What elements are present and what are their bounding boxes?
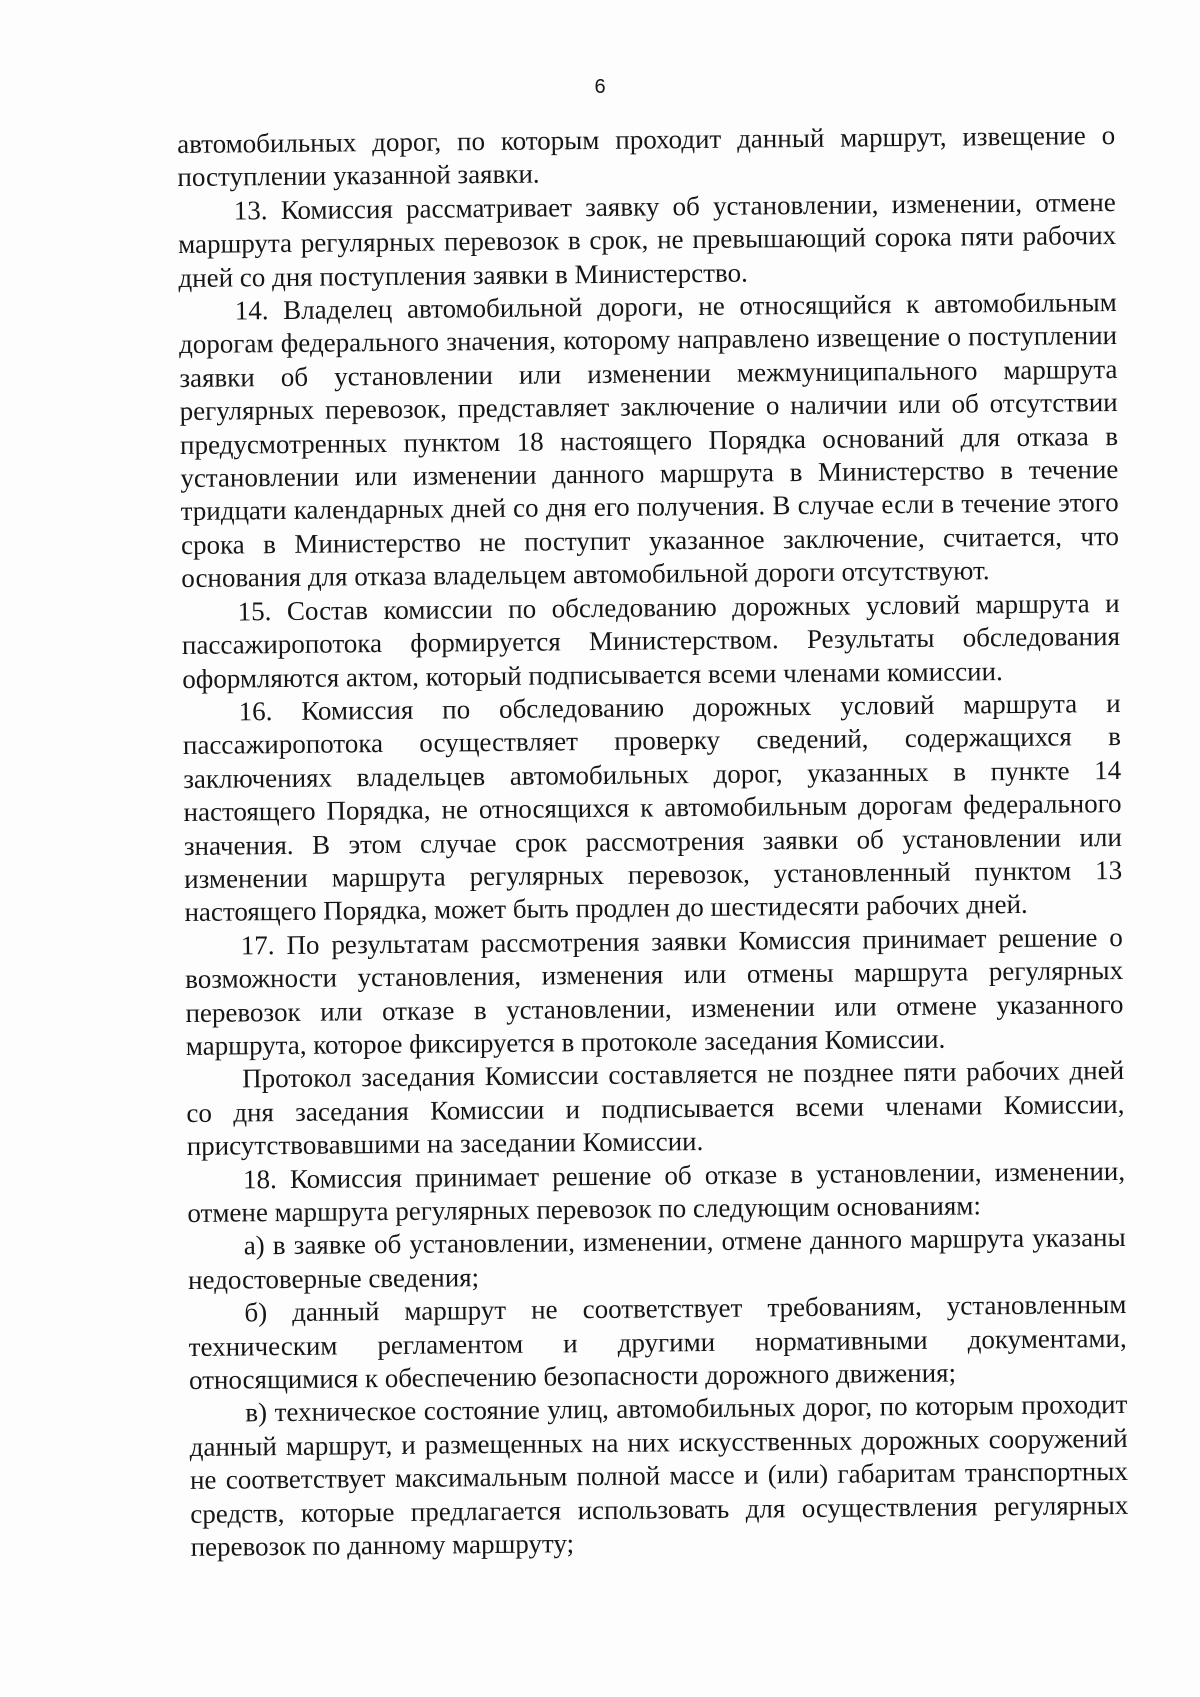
paragraph-item-16: 16. Комиссия по обследованию дорожных условий маршрута и пассажиропотока осуществляет проверку сведений, содержащихся в заключениях владельцев автомобильных дорог, указанных в пункте 14 настоящего Порядка, не относящихся к автомобильным дорогам федерального значения. В этом случае срок рассмотрения заявки об установлении или изменении маршрута регулярных перевозок, установленный пунктом 13 настоящего Порядка, может быть продлен до шестидесяти рабочих дней.: [182, 687, 1123, 928]
paragraph-subitem-b: б) данный маршрут не соответствует требованиям, установленным техническим регламентом и другими нормативными документами, относящимися к обеспечению безопасности дорожного движения;: [188, 1289, 1127, 1395]
paragraph-item-15: 15. Состав комиссии по обследованию дорожных условий маршрута и пассажиропотока формируется Министерством. Результаты обследования оформляются актом, который подписывается всеми членами комиссии.: [181, 587, 1121, 694]
paragraph-continuation: автомобильных дорог, по которым проходит данный маршрут, извещение о поступлении указанной заявки.: [177, 119, 1116, 193]
paragraph-subitem-a: а) в заявке об установлении, изменении, отмене данного маршрута указаны недостоверные сведения;: [187, 1222, 1126, 1295]
document-body: [177, 119, 1129, 1564]
page-number: 6: [594, 76, 606, 98]
paragraph-subitem-v: в) техническое состояние улиц, автомобильных дорог, по которым проходит данный маршрут, и размещенных на них искусственных дорожных сооружений не соответствует максимальным полной массе и (или) габаритам транспортных средств, которые предлагается использовать для осуществления регулярных перевозок по данному маршруту;: [189, 1389, 1129, 1562]
paragraph-item-14: 14. Владелец автомобильной дороги, не относящийся к автомобильным дорогам федерального значения, которому направлено извещение о поступлении заявки об установлении или изменении межмуниципального маршрута регулярных перевозок, представляет заключение о наличии или об отсутствии предусмотренных пунктом 18 настоящего Порядка оснований для отказа в установлении или изменении данного маршрута в Министерство в течение тридцати календарных дней со дня его получения. В случае если в течение этого срока в Министерство не поступит указанное заключение, считается, что основания для отказа владельцем автомобильной дороги отсутствуют.: [178, 287, 1120, 594]
paragraph-protocol: Протокол заседания Комиссии составляется не позднее пяти рабочих дней со дня заседания Комиссии и подписывается всеми членами Комиссии, присутствовавшими на заседании Комиссии.: [186, 1055, 1125, 1162]
paragraph-item-18: 18. Комиссия принимает решение об отказе в установлении, изменении, отмене маршрута регулярных перевозок по следующим основаниям:: [187, 1155, 1126, 1228]
paragraph-item-17: 17. По результатам рассмотрения заявки Комиссия принимает решение о возможности установления, изменения или отмены маршрута регулярных перевозок или отказе в установлении, изменении или отмене указанного маршрута, которое фиксируется в протоколе заседания Комиссии.: [185, 921, 1124, 1061]
paragraph-item-13: 13. Комиссия рассматривает заявку об установлении, изменении, отмене маршрута регулярных перевозок в срок, не превышающий сорока пяти рабочих дней со дня поступления заявки в Министерство.: [177, 186, 1117, 293]
